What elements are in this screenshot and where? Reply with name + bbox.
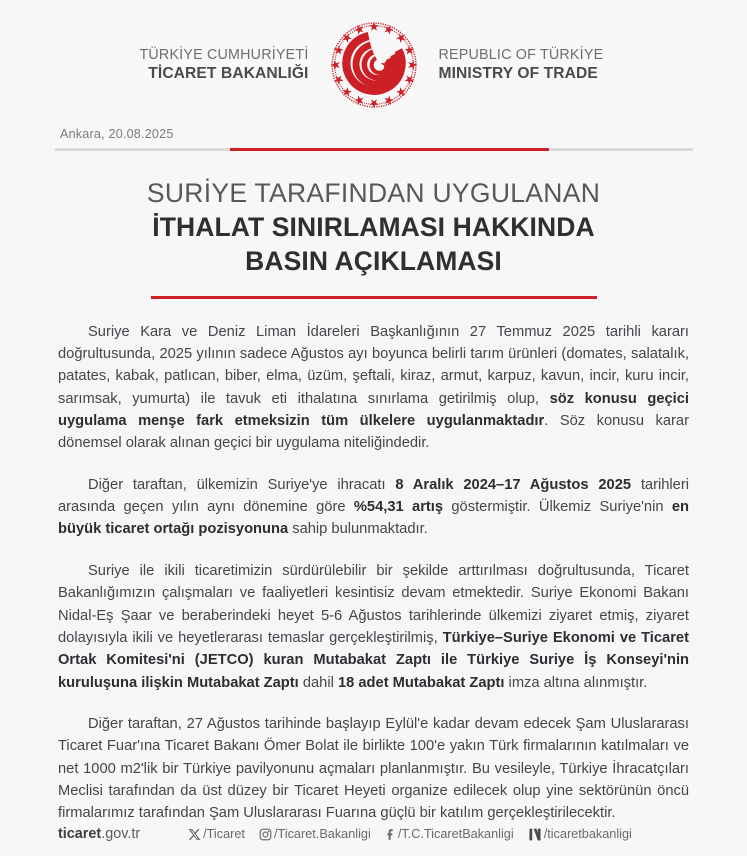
title-line-1: SURİYE TARAFINDAN UYGULANAN [146,178,601,208]
title-line-3: BASIN AÇIKLAMASI [245,245,502,276]
paragraph-3 [58,560,689,694]
press-release-body [58,321,689,825]
instagram-icon [259,828,272,841]
header-divider [55,148,693,151]
social-handle-nsosyal: /ticaretbakanligi [543,827,632,841]
p1-text-1: Suriye Kara ve Deniz Liman İdareleri Başkanlığının 27 Temmuz 2025 tarihli kararı doğrultusunda, 2025 yılının sadece Ağustos ayı boyunca belirli tarım ürünleri (domates, salatalık, patates, kabak, patlıcan, biber, elma, üzüm, şeftali, kiraz, armut, karpuz, kavun, incir, kuru incir, sarımsak, yumurta) ile tavuk eti ithalatına sınırlama getirilmiş olup, [58,323,689,407]
social-link-x[interactable] [188,827,245,841]
p1-text-2: . Söz konusu karar dönemsel olarak alınan geçici bir uygulama niteliğindedir. [58,413,689,452]
social-handle-x: /Ticaret [203,827,245,841]
p3-bold-memorandum-count: 18 adet Mutabakat Zaptı [337,674,505,691]
website-name-bold: ticaret [58,826,102,842]
ministry-title-english: MINISTRY OF TRADE [438,65,598,83]
page-title [0,177,747,299]
title-line-2: İTHALAT SINIRLAMASI HAKKINDA [152,211,595,242]
masthead [0,0,747,113]
p2-text-3: göstermiştir. Ülkemiz Suriye'nin [443,499,672,516]
facebook-icon [385,828,396,841]
p4-text-1: Diğer taraftan, 27 Ağustos tarihinde başlayıp Eylül'e kadar devam edecek Şam Uluslararası Ticaret Fuar'ına Ticaret Bakanı Ömer Bolat ile birlikte 100'e yakın Türk firmalarının katılmaları ve net 1000 m2'lik bir Türkiye pavilyonunu açmaları planlanmıştır. Bu vesileyle, Türkiye İhracatçıları Meclisi tarafından da üst düzey bir Ticaret Heyeti organize edilecek olup yine sektörünün öncü firmalarımız tarafından Şam Uluslararası Fuarına güçlü bir katılım gerçekleştirilecektir. [58,715,689,822]
ministry-title-turkish: TİCARET BAKANLIĞI [148,65,309,83]
p3-text-1: Suriye ile ikili ticaretimizin sürdürülebilir bir şekilde arttırılması doğrultusunda, Ticaret Bakanlığımızın çalışmaları ve faaliyetleri kesintisiz devam etmektedir. Suriye Ekonomi Bakanı Nidal-Eş Şaar ve beraberindeki heyet 5-6 Ağustos tarihlerinde ülkemizi ziyaret etmiş, ziyaret dolayısıyla ikili ve heyetlerarası temaslar gerçekleştirilmiş, [58,562,689,646]
p2-text-4: sahip bulunmaktadır. [288,521,428,538]
paragraph-2 [58,474,689,541]
social-link-facebook[interactable] [385,827,514,841]
republic-of-turkiye-emblem-icon [328,19,420,111]
title-underline-rule [151,296,597,299]
p2-bold-growth-figure: %54,31 artış [353,499,444,516]
ministry-country-english: REPUBLIC OF TÜRKİYE [438,46,604,63]
website-domain: .gov.tr [101,826,141,842]
social-handle-instagram: /Ticaret.Bakanligi [273,827,371,841]
p3-text-2: dahil [298,674,338,691]
paragraph-4 [58,713,689,825]
paragraph-1 [58,321,689,455]
footer [0,826,747,842]
website-link[interactable] [58,826,140,842]
ministry-country-turkish: TÜRKİYE CUMHURİYETİ [139,46,309,63]
p1-bold-1: söz konusu geçici uygulama menşe fark etmeksizin tüm ülkelere uygulanmaktadır [58,390,689,430]
x-twitter-icon [188,828,201,841]
social-link-nsosyal[interactable] [528,827,632,841]
p3-text-3: imza altına alınmıştır. [504,674,648,691]
p2-text-2: tarihleri arasında geçen yılın aynı dönemine göre [58,476,690,516]
ministry-name-turkish [104,47,326,83]
header-divider-red-segment [230,148,549,151]
social-links [188,827,632,841]
p3-bold-jetco: Türkiye–Suriye Ekonomi ve Ticaret Ortak Komitesi'ni (JETCO) kuran Mutabakat Zaptı ile Türkiye Suriye İş Konseyi'nin kuruluşuna ilişkin Mutabakat Zaptı [58,629,689,691]
dateline: Ankara, 20.08.2025 [60,127,174,141]
social-handle-facebook: /T.C.TicaretBakanligi [397,827,514,841]
social-link-instagram[interactable] [259,827,371,841]
ministry-name-english [422,47,644,83]
ministry-emblem [326,17,422,113]
p2-text-1: Diğer taraftan, ülkemizin Suriye'ye ihracatı [88,476,396,493]
nsosyal-icon [528,828,542,841]
p2-bold-3: en büyük ticaret ortağı pozisyonuna [58,499,689,538]
p2-bold-date-range: 8 Aralık 2024–17 Ağustos 2025 [395,476,632,493]
